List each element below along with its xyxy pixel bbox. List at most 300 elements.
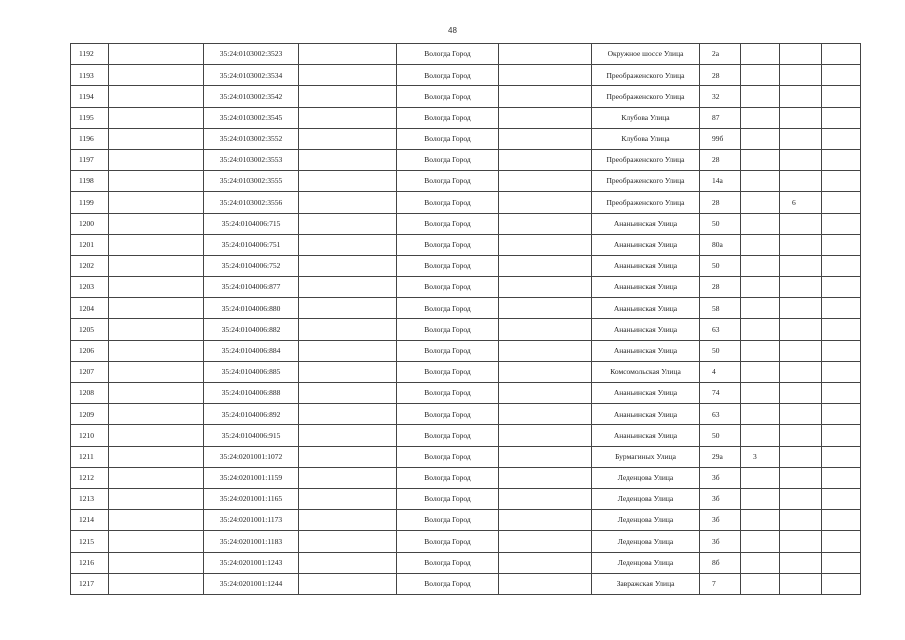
row-number-cell: 1199 <box>71 192 109 213</box>
street-cell: Преображенского Улица <box>592 192 700 213</box>
empty-cell <box>499 573 592 594</box>
extra-cell-1 <box>741 128 780 149</box>
cadastral-number-cell: 35:24:0201001:1243 <box>204 552 299 573</box>
extra-cell-2 <box>780 86 822 107</box>
table-row <box>71 298 861 319</box>
cadastral-number-cell: 35:24:0104006:892 <box>204 404 299 425</box>
extra-cell-1 <box>741 510 780 531</box>
empty-cell <box>499 234 592 255</box>
empty-cell <box>499 404 592 425</box>
street-cell: Ананьинская Улица <box>592 319 700 340</box>
extra-cell-2 <box>780 149 822 170</box>
city-cell: Вологда Город <box>397 573 499 594</box>
extra-cell-2 <box>780 425 822 446</box>
extra-cell-3 <box>822 128 861 149</box>
cadastral-number-cell: 35:24:0104006:715 <box>204 213 299 234</box>
empty-cell <box>109 404 204 425</box>
extra-cell-3 <box>822 446 861 467</box>
empty-cell <box>299 446 397 467</box>
table-row <box>71 488 861 509</box>
cadastral-number-cell: 35:24:0104006:880 <box>204 298 299 319</box>
extra-cell-2 <box>780 467 822 488</box>
street-cell: Окружное шоссе Улица <box>592 44 700 65</box>
empty-cell <box>299 552 397 573</box>
street-cell: Ананьинская Улица <box>592 340 700 361</box>
empty-cell <box>499 213 592 234</box>
extra-cell-2 <box>780 531 822 552</box>
extra-cell-2: 6 <box>780 192 822 213</box>
row-number-cell: 1203 <box>71 277 109 298</box>
street-cell: Ананьинская Улица <box>592 277 700 298</box>
street-cell: Клубова Улица <box>592 128 700 149</box>
extra-cell-2 <box>780 446 822 467</box>
house-number-cell: 28 <box>700 149 741 170</box>
city-cell: Вологда Город <box>397 361 499 382</box>
empty-cell <box>299 531 397 552</box>
cadastral-number-cell: 35:24:0103002:3523 <box>204 44 299 65</box>
extra-cell-3 <box>822 573 861 594</box>
cadastral-number-cell: 35:24:0104006:915 <box>204 425 299 446</box>
house-number-cell: 50 <box>700 213 741 234</box>
empty-cell <box>299 361 397 382</box>
empty-cell <box>109 531 204 552</box>
empty-cell <box>499 149 592 170</box>
cadastral-number-cell: 35:24:0201001:1159 <box>204 467 299 488</box>
row-number-cell: 1207 <box>71 361 109 382</box>
empty-cell <box>299 277 397 298</box>
row-number-cell: 1201 <box>71 234 109 255</box>
city-cell: Вологда Город <box>397 277 499 298</box>
empty-cell <box>109 573 204 594</box>
cadastral-number-cell: 35:24:0104006:751 <box>204 234 299 255</box>
row-number-cell: 1198 <box>71 171 109 192</box>
empty-cell <box>499 277 592 298</box>
empty-cell <box>109 213 204 234</box>
registry-table <box>70 43 861 595</box>
empty-cell <box>499 510 592 531</box>
empty-cell <box>299 383 397 404</box>
empty-cell <box>499 171 592 192</box>
street-cell: Комсомольская Улица <box>592 361 700 382</box>
row-number-cell: 1205 <box>71 319 109 340</box>
row-number-cell: 1202 <box>71 255 109 276</box>
table-body <box>71 44 861 595</box>
extra-cell-2 <box>780 128 822 149</box>
street-cell: Леденцова Улица <box>592 467 700 488</box>
empty-cell <box>499 107 592 128</box>
extra-cell-1 <box>741 383 780 404</box>
extra-cell-1 <box>741 361 780 382</box>
empty-cell <box>499 446 592 467</box>
extra-cell-3 <box>822 404 861 425</box>
extra-cell-1 <box>741 255 780 276</box>
extra-cell-2 <box>780 319 822 340</box>
extra-cell-2 <box>780 361 822 382</box>
extra-cell-2 <box>780 234 822 255</box>
city-cell: Вологда Город <box>397 44 499 65</box>
empty-cell <box>109 86 204 107</box>
city-cell: Вологда Город <box>397 171 499 192</box>
empty-cell <box>499 255 592 276</box>
empty-cell <box>499 128 592 149</box>
extra-cell-2 <box>780 255 822 276</box>
empty-cell <box>499 65 592 86</box>
extra-cell-3 <box>822 277 861 298</box>
extra-cell-1 <box>741 488 780 509</box>
empty-cell <box>299 255 397 276</box>
table-row <box>71 573 861 594</box>
table-row <box>71 340 861 361</box>
extra-cell-3 <box>822 531 861 552</box>
table-row <box>71 128 861 149</box>
street-cell: Бурмагиных Улица <box>592 446 700 467</box>
house-number-cell: 63 <box>700 404 741 425</box>
extra-cell-1 <box>741 531 780 552</box>
empty-cell <box>299 149 397 170</box>
city-cell: Вологда Город <box>397 213 499 234</box>
house-number-cell: 50 <box>700 255 741 276</box>
table-row <box>71 171 861 192</box>
extra-cell-3 <box>822 319 861 340</box>
street-cell: Ананьинская Улица <box>592 298 700 319</box>
extra-cell-3 <box>822 213 861 234</box>
empty-cell <box>499 467 592 488</box>
table-row <box>71 86 861 107</box>
extra-cell-3 <box>822 255 861 276</box>
house-number-cell: 7 <box>700 573 741 594</box>
city-cell: Вологда Город <box>397 255 499 276</box>
extra-cell-1 <box>741 340 780 361</box>
row-number-cell: 1214 <box>71 510 109 531</box>
empty-cell <box>109 277 204 298</box>
cadastral-number-cell: 35:24:0201001:1165 <box>204 488 299 509</box>
extra-cell-3 <box>822 192 861 213</box>
house-number-cell: 28 <box>700 277 741 298</box>
extra-cell-2 <box>780 510 822 531</box>
empty-cell <box>299 107 397 128</box>
cadastral-number-cell: 35:24:0104006:882 <box>204 319 299 340</box>
extra-cell-3 <box>822 361 861 382</box>
extra-cell-3 <box>822 65 861 86</box>
empty-cell <box>109 298 204 319</box>
house-number-cell: 50 <box>700 425 741 446</box>
extra-cell-3 <box>822 171 861 192</box>
city-cell: Вологда Город <box>397 298 499 319</box>
cadastral-number-cell: 35:24:0103002:3542 <box>204 86 299 107</box>
empty-cell <box>109 510 204 531</box>
extra-cell-2 <box>780 277 822 298</box>
empty-cell <box>299 192 397 213</box>
house-number-cell: 14а <box>700 171 741 192</box>
table-row <box>71 383 861 404</box>
extra-cell-1 <box>741 234 780 255</box>
empty-cell <box>109 149 204 170</box>
empty-cell <box>109 446 204 467</box>
cadastral-number-cell: 35:24:0103002:3545 <box>204 107 299 128</box>
empty-cell <box>109 467 204 488</box>
empty-cell <box>109 488 204 509</box>
empty-cell <box>299 488 397 509</box>
extra-cell-2 <box>780 552 822 573</box>
street-cell: Ананьинская Улица <box>592 213 700 234</box>
city-cell: Вологда Город <box>397 446 499 467</box>
cadastral-number-cell: 35:24:0103002:3555 <box>204 171 299 192</box>
table-row <box>71 361 861 382</box>
empty-cell <box>499 340 592 361</box>
street-cell: Преображенского Улица <box>592 65 700 86</box>
row-number-cell: 1212 <box>71 467 109 488</box>
table-row <box>71 149 861 170</box>
cadastral-number-cell: 35:24:0201001:1173 <box>204 510 299 531</box>
house-number-cell: 58 <box>700 298 741 319</box>
cadastral-number-cell: 35:24:0103002:3553 <box>204 149 299 170</box>
extra-cell-2 <box>780 298 822 319</box>
street-cell: Леденцова Улица <box>592 552 700 573</box>
empty-cell <box>499 298 592 319</box>
table-row <box>71 255 861 276</box>
street-cell: Леденцова Улица <box>592 531 700 552</box>
extra-cell-1 <box>741 425 780 446</box>
empty-cell <box>299 234 397 255</box>
empty-cell <box>299 467 397 488</box>
extra-cell-1 <box>741 298 780 319</box>
empty-cell <box>299 510 397 531</box>
street-cell: Ананьинская Улица <box>592 425 700 446</box>
row-number-cell: 1204 <box>71 298 109 319</box>
cadastral-number-cell: 35:24:0201001:1244 <box>204 573 299 594</box>
street-cell: Ананьинская Улица <box>592 404 700 425</box>
extra-cell-1 <box>741 467 780 488</box>
cadastral-number-cell: 35:24:0104006:888 <box>204 383 299 404</box>
city-cell: Вологда Город <box>397 149 499 170</box>
empty-cell <box>109 171 204 192</box>
table-row <box>71 425 861 446</box>
empty-cell <box>109 65 204 86</box>
table-row <box>71 213 861 234</box>
house-number-cell: 4 <box>700 361 741 382</box>
empty-cell <box>299 319 397 340</box>
house-number-cell: 8б <box>700 552 741 573</box>
extra-cell-2 <box>780 383 822 404</box>
table-row <box>71 404 861 425</box>
house-number-cell: 32 <box>700 86 741 107</box>
cadastral-number-cell: 35:24:0201001:1072 <box>204 446 299 467</box>
row-number-cell: 1192 <box>71 44 109 65</box>
empty-cell <box>299 65 397 86</box>
table-row <box>71 44 861 65</box>
street-cell: Преображенского Улица <box>592 171 700 192</box>
row-number-cell: 1208 <box>71 383 109 404</box>
row-number-cell: 1216 <box>71 552 109 573</box>
extra-cell-3 <box>822 234 861 255</box>
extra-cell-1 <box>741 171 780 192</box>
empty-cell <box>499 488 592 509</box>
extra-cell-3 <box>822 488 861 509</box>
extra-cell-2 <box>780 171 822 192</box>
extra-cell-3 <box>822 383 861 404</box>
extra-cell-3 <box>822 44 861 65</box>
empty-cell <box>499 425 592 446</box>
empty-cell <box>299 213 397 234</box>
city-cell: Вологда Город <box>397 488 499 509</box>
city-cell: Вологда Город <box>397 531 499 552</box>
table-row <box>71 510 861 531</box>
city-cell: Вологда Город <box>397 65 499 86</box>
empty-cell <box>109 107 204 128</box>
house-number-cell: 3б <box>700 531 741 552</box>
empty-cell <box>499 86 592 107</box>
table-row <box>71 192 861 213</box>
extra-cell-2 <box>780 213 822 234</box>
house-number-cell: 3б <box>700 488 741 509</box>
street-cell: Ананьинская Улица <box>592 383 700 404</box>
city-cell: Вологда Город <box>397 552 499 573</box>
extra-cell-1 <box>741 44 780 65</box>
table-row <box>71 467 861 488</box>
empty-cell <box>109 340 204 361</box>
street-cell: Преображенского Улица <box>592 86 700 107</box>
extra-cell-1 <box>741 192 780 213</box>
cadastral-number-cell: 35:24:0104006:877 <box>204 277 299 298</box>
row-number-cell: 1215 <box>71 531 109 552</box>
table-row <box>71 234 861 255</box>
house-number-cell: 2а <box>700 44 741 65</box>
empty-cell <box>499 44 592 65</box>
extra-cell-1 <box>741 65 780 86</box>
extra-cell-3 <box>822 340 861 361</box>
extra-cell-2 <box>780 44 822 65</box>
table-row <box>71 319 861 340</box>
house-number-cell: 99б <box>700 128 741 149</box>
street-cell: Клубова Улица <box>592 107 700 128</box>
row-number-cell: 1196 <box>71 128 109 149</box>
row-number-cell: 1206 <box>71 340 109 361</box>
row-number-cell: 1211 <box>71 446 109 467</box>
row-number-cell: 1193 <box>71 65 109 86</box>
city-cell: Вологда Город <box>397 319 499 340</box>
extra-cell-3 <box>822 510 861 531</box>
house-number-cell: 87 <box>700 107 741 128</box>
extra-cell-2 <box>780 573 822 594</box>
empty-cell <box>499 383 592 404</box>
cadastral-number-cell: 35:24:0104006:884 <box>204 340 299 361</box>
extra-cell-1 <box>741 107 780 128</box>
empty-cell <box>109 383 204 404</box>
house-number-cell: 80а <box>700 234 741 255</box>
row-number-cell: 1217 <box>71 573 109 594</box>
table-row <box>71 107 861 128</box>
cadastral-number-cell: 35:24:0103002:3534 <box>204 65 299 86</box>
extra-cell-1: 3 <box>741 446 780 467</box>
extra-cell-1 <box>741 277 780 298</box>
street-cell: Леденцова Улица <box>592 510 700 531</box>
extra-cell-1 <box>741 319 780 340</box>
house-number-cell: 50 <box>700 340 741 361</box>
city-cell: Вологда Город <box>397 404 499 425</box>
cadastral-number-cell: 35:24:0201001:1183 <box>204 531 299 552</box>
empty-cell <box>499 319 592 340</box>
city-cell: Вологда Город <box>397 107 499 128</box>
empty-cell <box>109 44 204 65</box>
city-cell: Вологда Город <box>397 425 499 446</box>
extra-cell-1 <box>741 213 780 234</box>
extra-cell-1 <box>741 573 780 594</box>
empty-cell <box>109 319 204 340</box>
city-cell: Вологда Город <box>397 192 499 213</box>
street-cell: Леденцова Улица <box>592 488 700 509</box>
extra-cell-1 <box>741 552 780 573</box>
empty-cell <box>499 531 592 552</box>
empty-cell <box>299 298 397 319</box>
extra-cell-3 <box>822 149 861 170</box>
table-row <box>71 65 861 86</box>
extra-cell-2 <box>780 65 822 86</box>
city-cell: Вологда Город <box>397 128 499 149</box>
empty-cell <box>299 573 397 594</box>
street-cell: Преображенского Улица <box>592 149 700 170</box>
row-number-cell: 1194 <box>71 86 109 107</box>
house-number-cell: 3б <box>700 467 741 488</box>
house-number-cell: 3б <box>700 510 741 531</box>
empty-cell <box>299 128 397 149</box>
cadastral-number-cell: 35:24:0104006:752 <box>204 255 299 276</box>
empty-cell <box>109 128 204 149</box>
empty-cell <box>499 192 592 213</box>
table-row <box>71 446 861 467</box>
table-row <box>71 531 861 552</box>
extra-cell-3 <box>822 298 861 319</box>
house-number-cell: 28 <box>700 192 741 213</box>
row-number-cell: 1209 <box>71 404 109 425</box>
extra-cell-2 <box>780 488 822 509</box>
house-number-cell: 63 <box>700 319 741 340</box>
extra-cell-3 <box>822 425 861 446</box>
cadastral-number-cell: 35:24:0103002:3552 <box>204 128 299 149</box>
empty-cell <box>109 255 204 276</box>
row-number-cell: 1195 <box>71 107 109 128</box>
extra-cell-2 <box>780 107 822 128</box>
city-cell: Вологда Город <box>397 86 499 107</box>
row-number-cell: 1200 <box>71 213 109 234</box>
city-cell: Вологда Город <box>397 467 499 488</box>
empty-cell <box>109 234 204 255</box>
extra-cell-2 <box>780 340 822 361</box>
row-number-cell: 1210 <box>71 425 109 446</box>
cadastral-number-cell: 35:24:0104006:885 <box>204 361 299 382</box>
page-number: 48 <box>448 26 457 35</box>
extra-cell-2 <box>780 404 822 425</box>
street-cell: Ананьинская Улица <box>592 255 700 276</box>
empty-cell <box>109 425 204 446</box>
empty-cell <box>299 404 397 425</box>
row-number-cell: 1197 <box>71 149 109 170</box>
house-number-cell: 74 <box>700 383 741 404</box>
extra-cell-3 <box>822 552 861 573</box>
row-number-cell: 1213 <box>71 488 109 509</box>
city-cell: Вологда Город <box>397 510 499 531</box>
empty-cell <box>299 425 397 446</box>
empty-cell <box>499 552 592 573</box>
empty-cell <box>109 552 204 573</box>
empty-cell <box>299 44 397 65</box>
street-cell: Ананьинская Улица <box>592 234 700 255</box>
empty-cell <box>299 171 397 192</box>
extra-cell-3 <box>822 86 861 107</box>
empty-cell <box>109 361 204 382</box>
city-cell: Вологда Город <box>397 234 499 255</box>
empty-cell <box>299 86 397 107</box>
city-cell: Вологда Город <box>397 340 499 361</box>
